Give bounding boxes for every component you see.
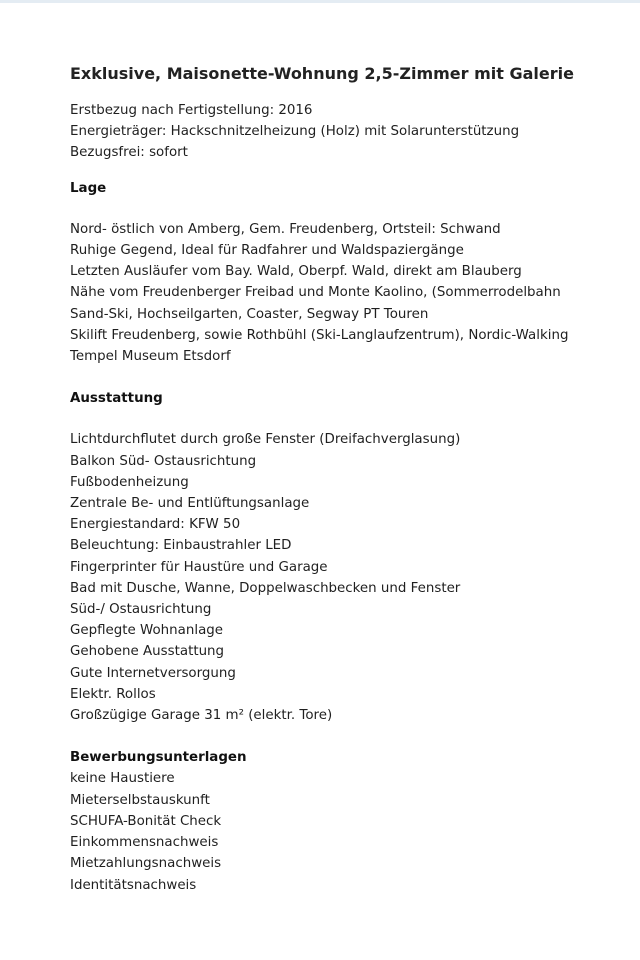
ausstattung-section bbox=[70, 388, 630, 726]
lage-line: Sand-Ski, Hochseilgarten, Coaster, Segway PT Touren bbox=[70, 306, 429, 322]
intro-line: Energieträger: Hackschnitzelheizung (Holz) mit Solarunterstützung bbox=[70, 124, 520, 140]
ausstattung-line: Gute Internetversorgung bbox=[70, 665, 236, 681]
lage-line: Nord- östlich von Amberg, Gem. Freudenberg, Ortsteil: Schwand bbox=[70, 221, 501, 237]
lage-line: Letzten Ausläufer vom Bay. Wald, Oberpf. Wald, direkt am Blauberg bbox=[70, 264, 522, 280]
bewerbung-line: keine Haustiere bbox=[70, 771, 175, 787]
top-border bbox=[0, 0, 640, 3]
ausstattung-line: Energiestandard: KFW 50 bbox=[70, 517, 241, 533]
bewerbung-line: Einkommensnachweis bbox=[70, 835, 219, 851]
ausstattung-line: Fußbodenheizung bbox=[70, 474, 189, 490]
intro-line: Bezugsfrei: sofort bbox=[70, 145, 188, 161]
lage-line: Ruhige Gegend, Ideal für Radfahrer und Waldspaziergänge bbox=[70, 243, 464, 259]
ausstattung-line: Fingerprinter für Haustüre und Garage bbox=[70, 559, 328, 575]
ausstattung-line: Zentrale Be- und Entlüftungsanlage bbox=[70, 496, 310, 512]
ausstattung-line: Bad mit Dusche, Wanne, Doppelwaschbecken und Fenster bbox=[70, 580, 461, 596]
ausstattung-line: Gepflegte Wohnanlage bbox=[70, 623, 224, 639]
ausstattung-heading: Ausstattung bbox=[70, 391, 163, 407]
bewerbung-line: Identitätsnachweis bbox=[70, 877, 197, 893]
bewerbung-line: Mietzahlungsnachweis bbox=[70, 856, 222, 872]
bewerbung-section bbox=[70, 747, 630, 895]
ausstattung-line: Balkon Süd- Ostausrichtung bbox=[70, 453, 257, 469]
ausstattung-line: Gehobene Ausstattung bbox=[70, 644, 225, 660]
ausstattung-line: Süd-/ Ostausrichtung bbox=[70, 602, 212, 618]
intro-line: Erstbezug nach Fertigstellung: 2016 bbox=[70, 103, 313, 118]
lage-heading: Lage bbox=[70, 180, 107, 196]
bewerbung-line: Mieterselbstauskunft bbox=[70, 792, 210, 808]
intro-section bbox=[70, 100, 630, 164]
ausstattung-line: Elektr. Rollos bbox=[70, 686, 156, 702]
lage-section bbox=[70, 178, 630, 368]
ausstattung-line: Beleuchtung: Einbaustrahler LED bbox=[70, 538, 292, 554]
lage-line: Tempel Museum Etsdorf bbox=[70, 349, 231, 365]
ausstattung-line: Lichtdurchflutet durch große Fenster (Dreifachverglasung) bbox=[70, 432, 461, 448]
lage-line: Skilift Freudenberg, sowie Rothbühl (Ski-Langlaufzentrum), Nordic-Walking bbox=[70, 327, 569, 343]
document-title: Exklusive, Maisonette-Wohnung 2,5-Zimmer mit Galerie bbox=[70, 64, 574, 83]
lage-line: Nähe vom Freudenberger Freibad und Monte Kaolino, (Sommerrodelbahn bbox=[70, 285, 561, 301]
document-body bbox=[70, 62, 630, 896]
bewerbung-heading: Bewerbungsunterlagen bbox=[70, 750, 247, 766]
bewerbung-line: SCHUFA-Bonität Check bbox=[70, 813, 222, 829]
ausstattung-line: Großzügige Garage 31 m² (elektr. Tore) bbox=[70, 708, 333, 724]
